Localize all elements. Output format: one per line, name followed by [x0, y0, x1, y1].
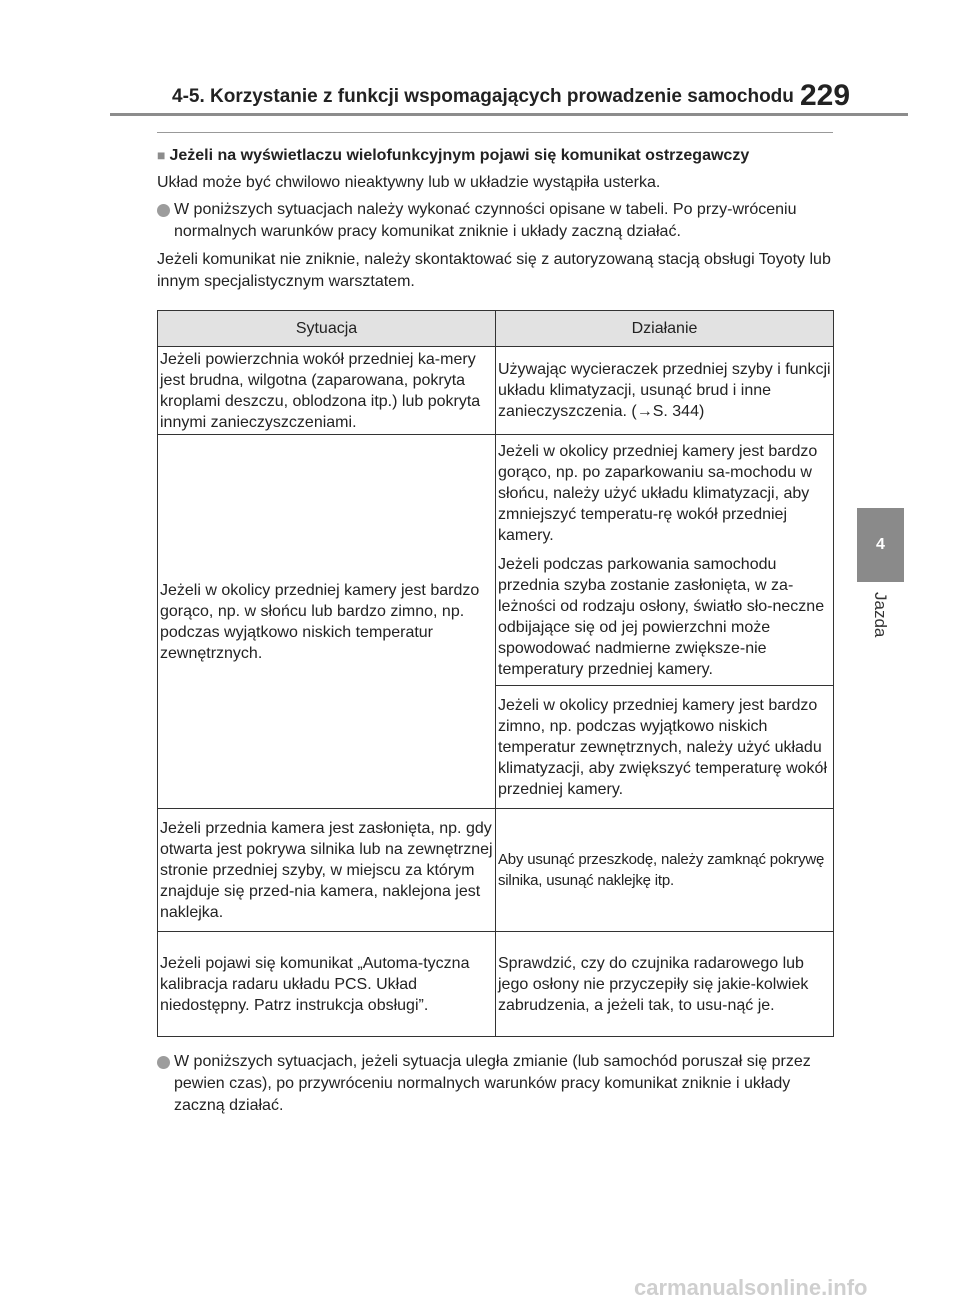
bullet-text: W poniższych sytuacjach, jeżeli sytuacja uległa zmianie (lub samochód poruszał się przez pewien czas), po przywróceniu normalnych warunków pracy komunikat zniknie i układy zaczną działać.	[174, 1053, 811, 1114]
situation-cell: Jeżeli powierzchnia wokół przedniej ka-mery jest brudna, wilgotna (zaparowana, pokryta kroplami deszczu, oblodzona itp.) lub pokryta innymi zanieczyszczeniami.	[158, 347, 496, 435]
chapter-tab	[857, 508, 904, 582]
header-divider	[110, 113, 908, 116]
circle-bullet-icon	[157, 1056, 170, 1069]
table-row	[158, 809, 834, 932]
bullet-item	[157, 199, 833, 243]
action-cell: Sprawdzić, czy do czujnika radarowego lub jego osłony nie przyczepiły się jakie-kolwiek zabrudzenia, a jeżeli tak, to usu-nąć je.	[496, 932, 834, 1037]
action-cell	[496, 435, 834, 686]
page-number: 229	[800, 79, 851, 112]
table-header-situation: Sytuacja	[158, 311, 496, 347]
table-row	[158, 932, 834, 1037]
circle-bullet-icon	[157, 204, 170, 217]
table-row	[158, 347, 834, 435]
chapter-tab-label: Jazda	[871, 592, 890, 638]
square-bullet-icon: ■	[157, 147, 166, 163]
chapter-tab-number: 4	[876, 536, 885, 553]
action-cell: Używając wycieraczek przedniej szyby i funkcji układu klimatyzacji, usunąć brud i inne zanieczyszczenia. (→S. 344)	[496, 347, 834, 435]
table-row	[158, 435, 834, 686]
table-header-action: Działanie	[496, 311, 834, 347]
section-heading-text: Jeżeli na wyświetlaczu wielofunkcyjnym pojawi się komunikat ostrzegawczy	[169, 147, 750, 164]
intro-paragraph: Układ może być chwilowo nieaktywny lub w układzie wystąpiła usterka.	[157, 174, 661, 191]
situation-cell: Jeżeli w okolicy przedniej kamery jest bardzo gorąco, np. w słońcu lub bardzo zimno, np. podczas wyjątkowo niskich temperatur zewnętrznych.	[158, 435, 496, 809]
section-heading	[157, 145, 833, 166]
action-paragraph: Jeżeli podczas parkowania samochodu przednia szyba zostanie zasłonięta, w za-leżności od rodzaju osłony, światło sło-neczne odbijające się od jej powierzchni może spowodować nadmierne zwiększe-nie temperatury przedniej kamery.	[498, 555, 825, 678]
situation-action-table	[157, 310, 834, 1037]
chapter-title: 4-5. Korzystanie z funkcji wspomagających prowadzenie samochodu	[172, 86, 794, 107]
bullet-text: W poniższych sytuacjach należy wykonać czynności opisane w tabeli. Po przy-wróceniu normalnych warunków pracy komunikat zniknie i układy zaczną działać.	[174, 201, 797, 240]
situation-cell: Jeżeli przednia kamera jest zasłonięta, np. gdy otwarta jest pokrywa silnika lub na zewnętrznej stronie przedniej szyby, w miejscu za którym znajduje się przed-nia kamera, naklejona jest naklejka.	[158, 809, 496, 932]
situation-cell: Jeżeli pojawi się komunikat „Automa-tyczna kalibracja radaru układu PCS. Układ niedostępny. Patrz instrukcja obsługi”.	[158, 932, 496, 1037]
bullet-item	[157, 1051, 833, 1117]
action-cell: Jeżeli w okolicy przedniej kamery jest bardzo zimno, np. podczas wyjątkowo niskich temperatur zewnętrznych, należy użyć układu klimatyzacji, aby zwiększyć temperaturę wokół przedniej kamery.	[496, 686, 834, 809]
note-paragraph: Jeżeli komunikat nie zniknie, należy skontaktować się z autoryzowaną stacją obsługi Toyoty lub innym specjalistycznym warsztatem.	[157, 251, 831, 290]
page-content	[157, 132, 833, 1117]
page-header	[0, 0, 960, 118]
action-paragraph: Jeżeli w okolicy przedniej kamery jest bardzo gorąco, np. po zaparkowaniu sa-mochodu w słońcu, należy użyć układu klimatyzacji, aby zmniejszyć temperatu-rę wokół przedniej kamery.	[498, 442, 818, 544]
action-cell: Aby usunąć przeszkodę, należy zamknąć pokrywę silnika, usunąć naklejkę itp.	[496, 809, 834, 932]
section-divider	[157, 132, 833, 133]
watermark: carmanualsonline.info	[634, 1275, 868, 1300]
